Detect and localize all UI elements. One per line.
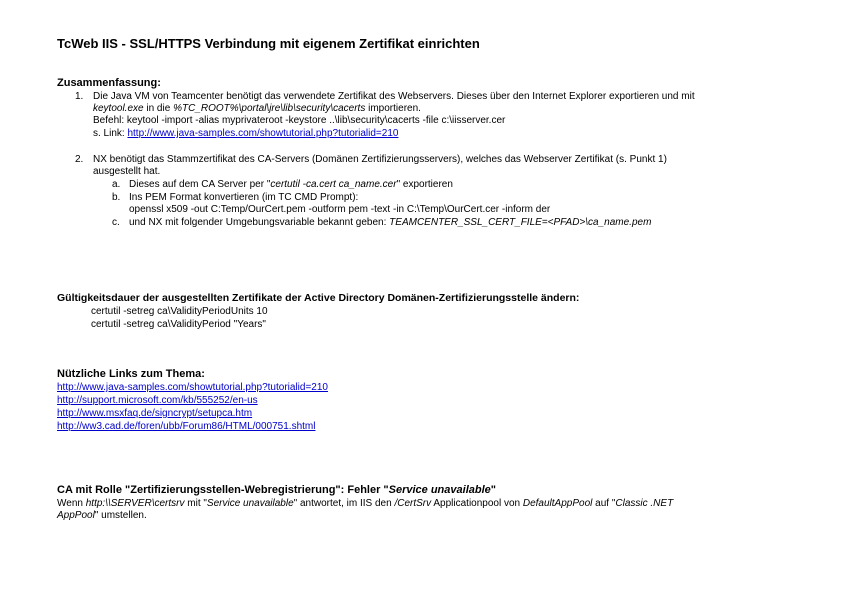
ca-l1-a: Wenn (57, 498, 86, 509)
ca-heading (57, 484, 496, 496)
ca-heading-suffix: " (490, 484, 496, 496)
item1-link[interactable]: http://www.java-samples.com/showtutorial.php?tutorialid=210 (127, 128, 399, 139)
useful-link[interactable]: http://www.msxfaq.de/signcrypt/setupca.htm (57, 408, 253, 419)
item1-link-line (93, 128, 398, 140)
ca-l2-b: " umstellen. (94, 510, 147, 521)
item1-command: Befehl: keytool -import -alias myprivateroot -keystore ..\lib\security\cacerts -file c:\iisserver.cer (93, 115, 506, 126)
item2c-label: c. (112, 217, 120, 228)
item1-number: 1. (75, 91, 84, 102)
page-title: TcWeb IIS - SSL/HTTPS Verbindung mit eigenem Zertifikat einrichten (57, 36, 480, 51)
item2-number: 2. (75, 154, 84, 165)
item2b-label: b. (112, 192, 121, 203)
item1-link-prefix: s. Link: (93, 128, 128, 139)
item1-line1: Die Java VM von Teamcenter benötigt das verwendete Zertifikat des Webservers. Dieses über den Internet Explorer exportieren und mit (93, 91, 695, 102)
ca-l1-b: http:\\SERVER\certsrv (85, 498, 185, 509)
ca-l2-a: AppPool (57, 510, 95, 521)
ca-line1 (57, 498, 673, 510)
ca-heading-prefix: CA mit Rolle "Zertifizierungsstellen-Webregistrierung": Fehler " (57, 484, 389, 496)
item2a-text (129, 179, 453, 191)
keytool-exe-text: keytool.exe (93, 103, 144, 114)
ca-l1-e: " antwortet, im IIS den (293, 498, 395, 509)
item2a-command: certutil -ca.cert ca_name.cer (270, 179, 397, 190)
summary-heading: Zusammenfassung: (57, 77, 161, 89)
ca-l1-c: mit " (184, 498, 207, 509)
validity-heading: Gültigkeitsdauer der ausgestellten Zertifikate der Active Directory Domänen-Zertifizierungsstelle ändern: (57, 292, 580, 304)
cacerts-path-text: %TC_ROOT%\portal\jre\lib\security\cacerts (173, 103, 366, 114)
ca-l1-d: Service unavailable (206, 498, 294, 509)
item2a-label: a. (112, 179, 121, 190)
item2c-prefix: und NX mit folgender Umgebungsvariable bekannt geben: (129, 217, 390, 228)
item2c-envvar: TEAMCENTER_SSL_CERT_FILE=<PFAD>\ca_name.pem (389, 217, 652, 228)
useful-link[interactable]: http://support.microsoft.com/kb/555252/en-us (57, 395, 258, 406)
ca-l1-h: DefaultAppPool (522, 498, 593, 509)
item2c-text (129, 217, 651, 229)
item2-line1: NX benötigt das Stammzertifikat des CA-Servers (Domänen Zertifizierungsservers), welches das Webserver Zertifikat (s. Punkt 1) (93, 154, 667, 165)
ca-l1-i: auf " (592, 498, 616, 509)
item2b-command: openssl x509 -out C:Temp/OurCert.pem -outform pem -text -in C:\Temp\OurCert.cer -inform der (129, 204, 551, 215)
ca-l1-g: Applicationpool von (431, 498, 523, 509)
ca-line2 (57, 510, 147, 522)
item1-line2-end: importieren. (365, 103, 421, 114)
ca-l1-f: /CertSrv (394, 498, 432, 509)
validity-command-1: certutil -setreg ca\ValidityPeriodUnits 10 (91, 306, 268, 317)
item2b-line1: Ins PEM Format konvertieren (im TC CMD Prompt): (129, 192, 359, 203)
item2a-suffix: " exportieren (396, 179, 453, 190)
item1-line2-mid: in die (143, 103, 174, 114)
links-heading: Nützliche Links zum Thema: (57, 368, 205, 380)
useful-link[interactable]: http://www.java-samples.com/showtutorial.php?tutorialid=210 (57, 382, 328, 393)
ca-l1-j: Classic .NET (615, 498, 674, 509)
item1-line2 (93, 103, 421, 115)
item2-line2: ausgestellt hat. (93, 166, 161, 177)
item2a-prefix: Dieses auf dem CA Server per " (129, 179, 271, 190)
validity-command-2: certutil -setreg ca\ValidityPeriod "Years" (91, 319, 266, 330)
ca-heading-italic: Service unavailable (388, 484, 491, 496)
useful-link[interactable]: http://ww3.cad.de/foren/ubb/Forum86/HTML/000751.shtml (57, 421, 316, 432)
